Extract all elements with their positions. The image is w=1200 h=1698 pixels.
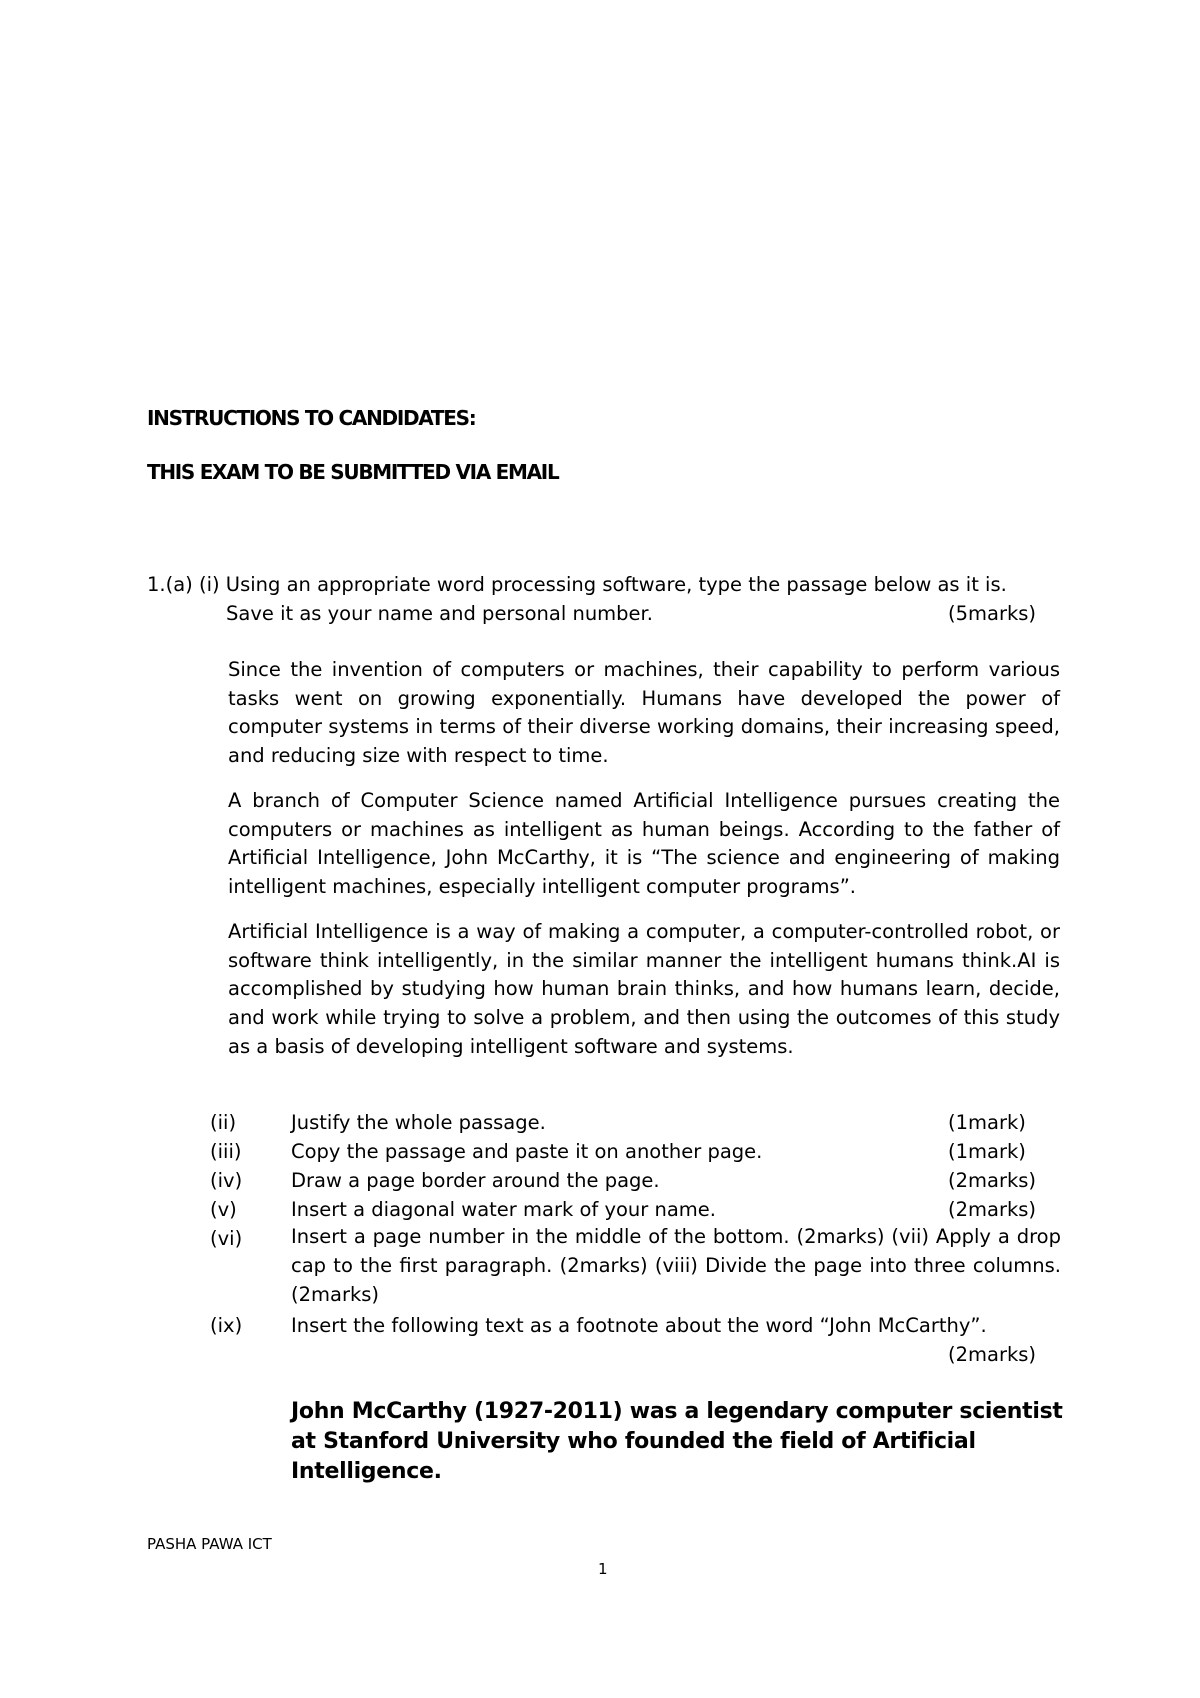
passage-paragraph-2: A branch of Computer Science named Artificial Intelligence pursues creating the computers or machines as intelligent as human beings. According to the father of Artificial Intelligence, John McCarthy, it is “The science and engineering of making intelligent machines, especially intelligent computer programs”.	[228, 789, 1060, 899]
task-number: (iv)	[210, 1169, 243, 1192]
task-marks: (2marks)	[948, 1169, 1037, 1192]
question-intro-marks: (5marks)	[948, 602, 1037, 625]
task-number: (ix)	[210, 1314, 243, 1337]
footer-label: PASHA PAWA ICT	[147, 1535, 272, 1553]
instructions-heading: INSTRUCTIONS TO CANDIDATES:	[147, 406, 476, 430]
task-marks: (2marks)	[948, 1198, 1037, 1221]
task-text: Justify the whole passage.	[291, 1111, 546, 1134]
task-text: Copy the passage and paste it on another page.	[291, 1140, 763, 1163]
task-text-combined: Insert a page number in the middle of the bottom. (2marks) (vii) Apply a drop cap to the first paragraph. (2marks) (viii) Divide the page into three columns. (2marks)	[291, 1225, 1061, 1306]
task-marks: (1mark)	[948, 1111, 1026, 1134]
task-marks: (2marks)	[948, 1343, 1037, 1366]
footnote-content: John McCarthy (1927-2011) was a legendary computer scientist at Stanford University who founded the field of Artificial Intelligence.	[291, 1399, 1063, 1484]
question-intro-line1: 1.(a) (i) Using an appropriate word processing software, type the passage below as it is.	[147, 573, 1007, 596]
page-number: 1	[598, 1560, 608, 1578]
task-marks: (1mark)	[948, 1140, 1026, 1163]
task-text: Draw a page border around the page.	[291, 1169, 660, 1192]
task-number: (iii)	[210, 1140, 242, 1163]
question-intro-line2: Save it as your name and personal number.	[226, 602, 653, 625]
task-number: (vi)	[210, 1227, 243, 1250]
passage-paragraph-3: Artificial Intelligence is a way of making a computer, a computer-controlled robot, or software think intelligently, in the similar manner the intelligent humans think.AI is accomplished by studying how human brain thinks, and how humans learn, decide, and work while trying to solve a problem, and then using the outcomes of this study as a basis of developing intelligent software and systems.	[228, 920, 1060, 1058]
passage-paragraph-1: Since the invention of computers or machines, their capability to perform various tasks went on growing exponentially. Humans have developed the power of computer systems in terms of their diverse working domains, their increasing speed, and reducing size with respect to time.	[228, 658, 1060, 768]
task-number: (v)	[210, 1198, 237, 1221]
submission-heading: THIS EXAM TO BE SUBMITTED VIA EMAIL	[147, 460, 559, 484]
task-text: Insert a diagonal water mark of your name.	[291, 1198, 717, 1221]
task-text: Insert the following text as a footnote about the word “John McCarthy”.	[291, 1314, 987, 1337]
task-number: (ii)	[210, 1111, 237, 1134]
